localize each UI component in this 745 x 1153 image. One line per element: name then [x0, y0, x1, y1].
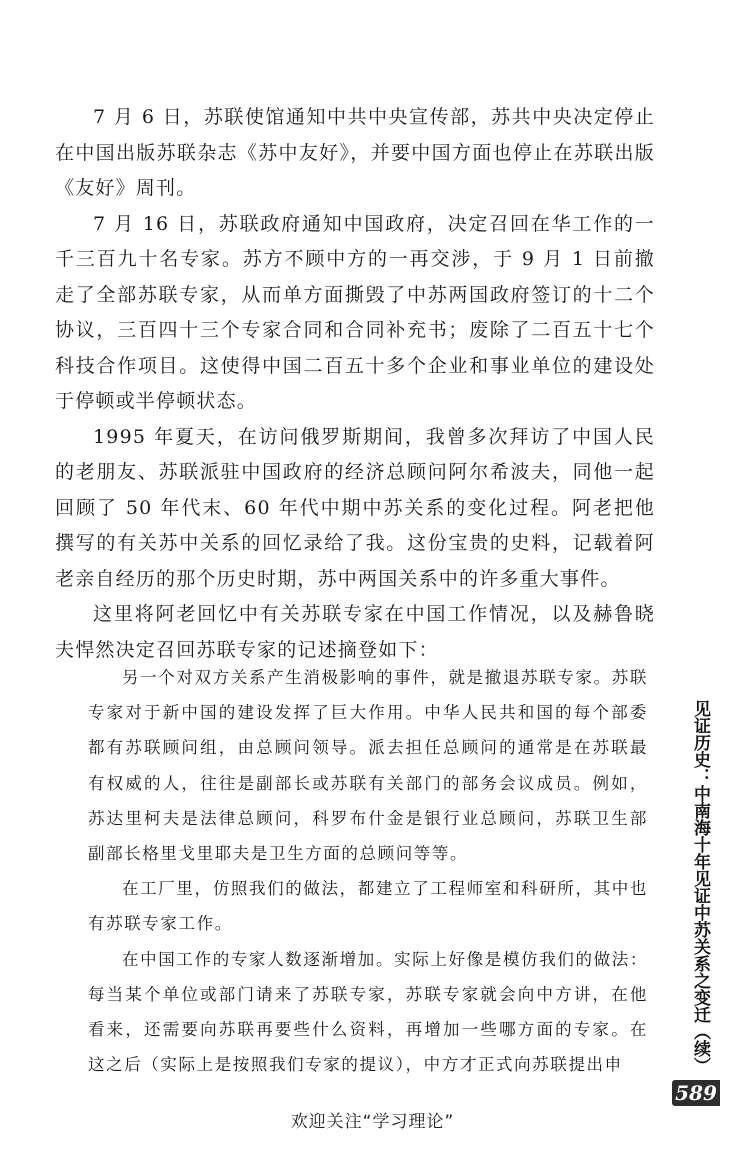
quote-paragraph-3: 在中国工作的专家人数逐渐增加。实际上好像是模仿我们的做法：每当某个单位或部门请来了苏联专家，苏联专家就会向中方讲，在他看来，还需要向苏联再要些什么资料，再增加一些哪方面的专家。在这之后（实际上是按照我们专家的提议），中方才正式向苏联提出申	[88, 949, 648, 1075]
quote-paragraph-1: 另一个对双方关系产生消极影响的事件，就是撤退苏联专家。苏联专家对于新中国的建设发挥了巨大作用。中华人民共和国的每个部委都有苏联顾问组，由总顾问领导。派去担任总顾问的通常是在苏联最有权威的人，往往是副部长或苏联有关部门的部务会议成员。例如，苏达里柯夫是法律总顾问，科罗布什金是银行业总顾问，苏联卫生部副部长格里戈里耶夫是卫生方面的总顾问等等。	[88, 668, 648, 864]
running-title: 见证历史：中南海十年见证中苏关系之变迁（续）	[690, 700, 710, 1074]
paragraph-3: 1995 年夏天，在访问俄罗斯期间，我曾多次拜访了中国人民的老朋友、苏联派驻中国政府的经济总顾问阿尔希波夫，同他一起回顾了 50 年代末、60 年代中期中苏关系的变化过程。阿老把他撰写的有关苏中关系的回忆录给了我。这份宝贵的史料，记载着阿老亲自经历的那个历史时期，苏中两国关系中的许多重大事件。	[55, 425, 655, 590]
footer-watermark: 欢迎关注“学习理论”	[290, 1112, 455, 1132]
paragraph-2: 7 月 16 日，苏联政府通知中国政府，决定召回在华工作的一千三百九十名专家。苏方不顾中方的一再交涉，于 9 月 1 日前撤走了全部苏联专家，从而单方面撕毁了中苏两国政府签订的十二个协议，三百四十三个专家合同和合同补充书；废除了二百五十七个科技合作项目。这使得中国二百五十多个企业和事业单位的建设处于停顿或半停顿状态。	[55, 212, 655, 412]
paragraph-1: 7 月 6 日，苏联使馆通知中共中央宣传部，苏共中央决定停止在中国出版苏联杂志《苏中友好》，并要中国方面也停止在苏联出版《友好》周刊。	[55, 106, 655, 199]
main-text	[55, 100, 655, 668]
quote-paragraph-2: 在工厂里，仿照我们的做法，都建立了工程师室和科研所，其中也有苏联专家工作。	[88, 879, 648, 934]
paragraph-4: 这里将阿老回忆中有关苏联专家在中国工作情况，以及赫鲁晓夫悍然决定召回苏联专家的记述摘登如下：	[55, 603, 655, 661]
quoted-memoir	[88, 660, 648, 1082]
page-number: 589	[672, 1080, 720, 1106]
